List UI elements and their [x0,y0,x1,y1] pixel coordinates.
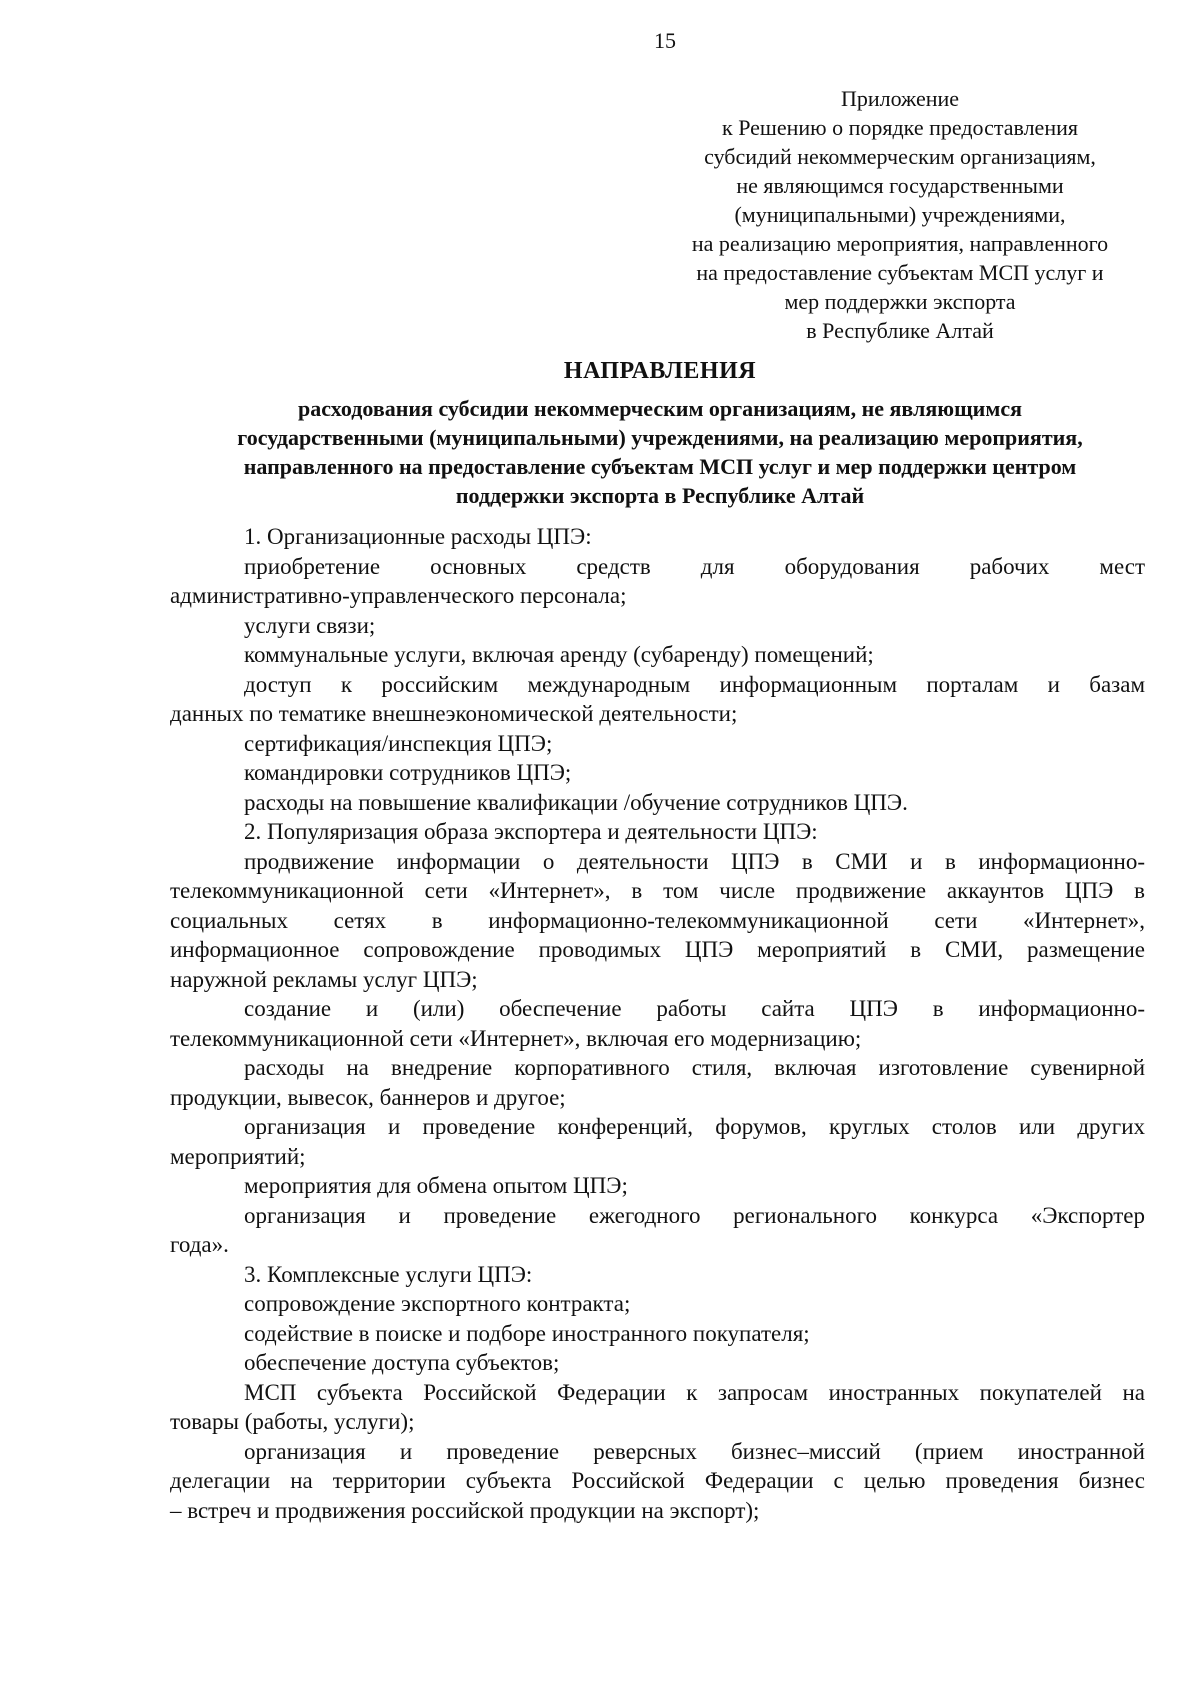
body-line: коммунальные услуги, включая аренду (субаренду) помещений; [244,642,874,667]
body-line: телекоммуникационной сети «Интернет», в том числе продвижение аккаунтов ЦПЭ в [170,878,1145,903]
body-line: мероприятий; [170,1143,306,1169]
appendix-line: Приложение [840,86,960,111]
body-line: года». [170,1232,229,1257]
body-line: организация и проведение конференций, форумов, круглых столов или других [244,1114,1145,1139]
body-line: организация и проведение ежегодного регионального конкурса «Экспортер [244,1202,1145,1228]
body-line: МСП субъекта Российской Федерации к запросам иностранных покупателей на [244,1379,1145,1405]
body-line: обеспечение доступа субъектов; [244,1350,560,1375]
subtitle-line: направленного на предоставление субъектам МСП услуг и мер поддержки центром [243,454,1077,479]
section-heading: 1. Организационные расходы ЦПЭ: [244,524,592,549]
appendix-line: к Решению о порядке предоставления [722,115,1078,140]
body-line: расходы на внедрение корпоративного стиля, включая изготовление сувенирной [244,1055,1145,1080]
subtitle-line: поддержки экспорта в Республике Алтай [455,483,865,508]
body-line: административно-управленческого персонала; [170,583,627,608]
body-line: данных по тематике внешнеэкономической деятельности; [170,701,738,726]
body-line: сопровождение экспортного контракта; [244,1291,631,1316]
document-body [170,522,1145,1525]
subtitle-line: государственными (муниципальными) учреждениями, на реализацию мероприятия, [237,425,1083,450]
body-line: расходы на повышение квалификации /обучение сотрудников ЦПЭ. [244,789,908,815]
page-number: 15 [654,28,676,53]
appendix-line: в Республике Алтай [806,318,994,343]
body-line: содействие в поиске и подборе иностранного покупателя; [244,1320,810,1346]
body-line: продвижение информации о деятельности ЦПЭ в СМИ и в информационно- [244,848,1145,874]
body-line: мероприятия для обмена опытом ЦПЭ; [244,1173,628,1198]
section-heading: 2. Популяризация образа экспортера и деятельности ЦПЭ: [244,819,818,844]
body-line: доступ к российским международным информационным порталам и базам [244,671,1145,697]
appendix-line: на предоставление субъектам МСП услуг и [696,260,1104,285]
appendix-line: не являющимся государственными [736,173,1064,198]
section-heading: 3. Комплексные услуги ЦПЭ: [244,1261,533,1287]
appendix-line: (муниципальными) учреждениями, [734,202,1066,227]
body-line: – встреч и продвижения российской продукции на экспорт); [170,1497,760,1523]
body-line: наружной рекламы услуг ЦПЭ; [170,966,478,992]
body-line: товары (работы, услуги); [170,1409,415,1434]
body-line: приобретение основных средств для оборудования рабочих мест [244,553,1145,579]
body-line: социальных сетях в информационно-телекоммуникационной сети «Интернет», [170,907,1145,933]
body-line: услуги связи; [244,612,376,638]
body-line: сертификация/инспекция ЦПЭ; [244,730,553,756]
body-line: информационное сопровождение проводимых ЦПЭ мероприятий в СМИ, размещение [170,937,1145,962]
appendix-line: на реализацию мероприятия, направленного [691,231,1109,256]
appendix-line: субсидий некоммерческим организациям, [704,144,1096,169]
subtitle-line: расходования субсидии некоммерческим организациям, не являющимся [298,396,1022,421]
body-line: создание и (или) обеспечение работы сайта ЦПЭ в информационно- [244,996,1145,1021]
document-subtitle [150,394,1170,510]
body-line: командировки сотрудников ЦПЭ; [244,760,572,785]
body-line: продукции, вывесок, баннеров и другое; [170,1084,566,1110]
appendix-header [660,84,1140,345]
body-line: телекоммуникационной сети «Интернет», включая его модернизацию; [170,1025,862,1051]
body-line: делегации на территории субъекта Российской Федерации с целью проведения бизнес [170,1468,1145,1493]
document-title: НАПРАВЛЕНИЯ [563,358,757,384]
appendix-line: мер поддержки экспорта [784,289,1016,314]
body-line: организация и проведение реверсных бизнес–миссий (прием иностранной [244,1438,1145,1464]
